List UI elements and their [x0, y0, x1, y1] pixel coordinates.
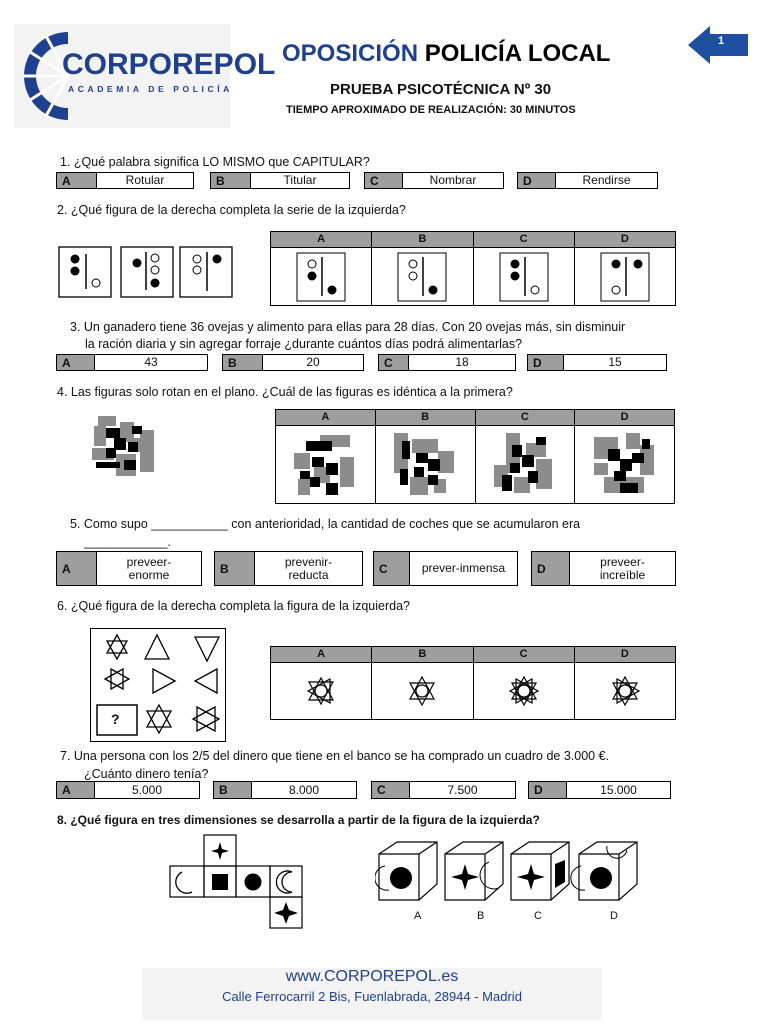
title-part-2: POLICÍA LOCAL	[424, 40, 611, 67]
footer-address: Calle Ferrocarril 2 Bis, Fuenlabrada, 28944 - Madrid	[222, 989, 522, 1004]
question-4-text: 4. Las figuras solo rotan en el plano. ¿Cuál de las figuras es idéntica a la primera?	[57, 385, 513, 399]
q6-option-d[interactable]: D	[575, 647, 675, 719]
q8-cube-net	[168, 834, 304, 935]
q8-label-c[interactable]: C	[534, 910, 542, 922]
q4-figure-d	[590, 431, 660, 499]
q2-figure-a	[296, 252, 346, 302]
q8-net-figure	[168, 834, 304, 930]
q7-option-c[interactable]: C 7.500	[371, 781, 516, 799]
q1-option-a[interactable]: A Rotular	[56, 172, 194, 189]
q4-option-c[interactable]: C	[476, 410, 576, 503]
question-1-text: 1. ¿Qué palabra significa LO MISMO que CAPITULAR?	[60, 155, 370, 169]
q8-label-d[interactable]: D	[610, 910, 618, 922]
q6-missing-mark: ?	[111, 711, 120, 727]
q4-option-a[interactable]: A	[276, 410, 376, 503]
q1-option-b[interactable]: B Titular	[210, 172, 350, 189]
q4-figure-b	[390, 431, 460, 499]
test-subtitle: PRUEBA PSICOTÉCNICA Nº 30	[330, 81, 552, 98]
q6-matrix	[90, 628, 226, 742]
q4-option-d[interactable]: D	[575, 410, 674, 503]
page-back-arrow[interactable]	[688, 26, 750, 64]
q2-option-b[interactable]: B	[372, 232, 473, 305]
logo-subtitle: ACADEMIA DE POLICÍA	[68, 84, 233, 94]
q2-option-a[interactable]: A	[271, 232, 372, 305]
q6-option-a[interactable]: A	[271, 647, 372, 719]
q2-figure-d	[600, 252, 650, 302]
question-2-text: 2. ¿Qué figura de la derecha completa la serie de la izquierda?	[57, 203, 406, 217]
q4-pixel-shape	[88, 414, 160, 480]
q3-option-d[interactable]: D 15	[527, 354, 667, 371]
q6-figure-d	[608, 674, 642, 708]
q5-option-a[interactable]: A preveer-enorme	[56, 551, 202, 586]
q2-figure-b	[397, 252, 447, 302]
question-5-line-2: ____________.	[84, 535, 171, 549]
q2-option-d[interactable]: D	[575, 232, 675, 305]
q2-option-c[interactable]: C	[474, 232, 575, 305]
question-8-text: 8. ¿Qué figura en tres dimensiones se desarrolla a partir de la figura de la izquierda?	[57, 813, 540, 827]
q3-option-b[interactable]: B 20	[222, 354, 364, 371]
q6-figure-b	[405, 674, 439, 708]
page-number: 1	[718, 35, 725, 47]
q4-reference-figure	[88, 414, 160, 485]
q3-option-c[interactable]: C 18	[378, 354, 516, 371]
time-note: TIEMPO APROXIMADO DE REALIZACIÓN: 30 MINUTOS	[286, 104, 576, 116]
q5-option-b[interactable]: B prevenir-reducta	[214, 551, 363, 586]
q4-answer-grid	[275, 409, 675, 504]
q7-option-b[interactable]: B 8.000	[213, 781, 357, 799]
q2-series-figures	[58, 246, 234, 298]
question-7-line-2: ¿Cuánto dinero tenía?	[84, 767, 209, 781]
question-6-text: 6. ¿Qué figura de la derecha completa la figura de la izquierda?	[57, 599, 410, 613]
question-7-line-1: 7. Una persona con los 2/5 del dinero que tiene en el banco se ha comprado un cuadro de 3.000 €.	[60, 749, 609, 763]
question-3-line-1: 3. Un ganadero tiene 36 ovejas y alimento para ellas para 28 días. Con 20 ovejas más, sin disminuir	[70, 320, 626, 334]
q2-series	[58, 246, 234, 303]
q5-option-d[interactable]: D preveer-increíble	[531, 551, 676, 586]
question-3-line-2: la ración diaria y sin agregar forraje ¿durante cuántos días podrá alimentarlas?	[85, 337, 523, 351]
q4-figure-a	[290, 431, 360, 499]
q8-label-a[interactable]: A	[414, 910, 422, 922]
q7-option-d[interactable]: D 15.000	[528, 781, 671, 799]
q1-option-c[interactable]: C Nombrar	[364, 172, 504, 189]
q2-figure-c	[499, 252, 549, 302]
q7-option-a[interactable]: A 5.000	[56, 781, 200, 799]
page-title	[282, 40, 610, 68]
logo-name: CORPOREPOL	[62, 48, 276, 81]
q8-cube-options	[375, 838, 645, 915]
q6-answer-grid	[270, 646, 676, 720]
q2-answer-grid	[270, 231, 676, 306]
question-5-line-1: 5. Como supo ___________ con anterioridad, la cantidad de coches que se acumularon era	[70, 517, 581, 531]
title-part-1: OPOSICIÓN	[282, 40, 419, 67]
q1-option-d[interactable]: D Rendirse	[517, 172, 658, 189]
q4-option-b[interactable]: B	[376, 410, 476, 503]
footer-url[interactable]: www.CORPOREPOL.es	[285, 968, 459, 985]
q6-figure-c	[507, 674, 541, 708]
q5-option-c[interactable]: C prever-inmensa	[373, 551, 518, 586]
q6-figure-a	[304, 674, 338, 708]
q6-option-c[interactable]: C	[474, 647, 575, 719]
q8-label-b[interactable]: B	[477, 910, 485, 922]
q6-option-b[interactable]: B	[372, 647, 473, 719]
q4-figure-c	[490, 431, 560, 499]
q3-option-a[interactable]: A 43	[56, 354, 208, 371]
q8-cubes-figure	[375, 838, 645, 910]
